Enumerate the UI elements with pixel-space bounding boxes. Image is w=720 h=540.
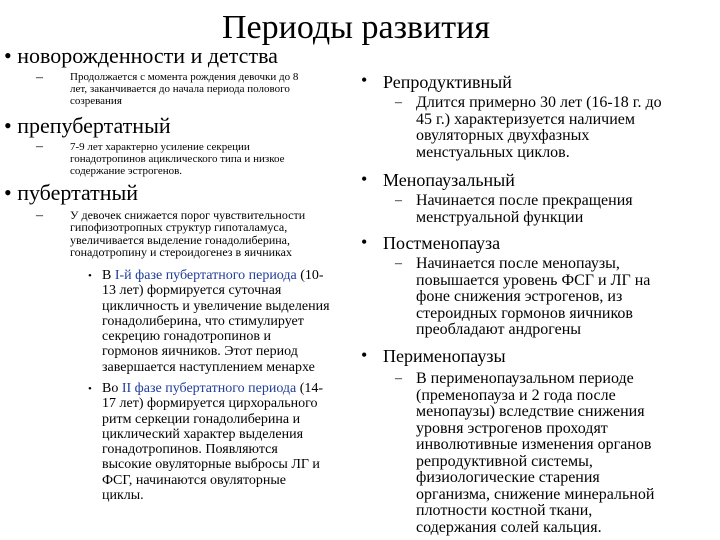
left-section-2-heading-row (4, 114, 171, 138)
dash-icon: – (36, 139, 43, 154)
text-line: овуляторных двухфазных (416, 127, 590, 144)
text-line: гонадотропину и стероидогенез в яичниках (70, 244, 293, 259)
text-line: физиологические старения (416, 469, 600, 486)
page-title: Периоды развития (222, 9, 490, 46)
text-line: лет, заканчивается до начала периода полового (70, 83, 290, 95)
text-line: повышается уровень ФСГ и ЛГ на (416, 271, 651, 289)
text-line: В перименопаузальном периоде (416, 370, 634, 387)
text-line: инволютивные изменения органов (416, 436, 652, 453)
text-line: фоне снижения эстрогенов, из (416, 288, 623, 305)
text-line: (10- (300, 268, 324, 283)
bullet-icon: • (361, 232, 368, 252)
dash-icon: – (36, 208, 43, 223)
left-section-heading: пубертатный (17, 180, 139, 205)
text-line: организма, снижение минеральной (416, 485, 655, 503)
phase-prefix: В (102, 268, 115, 283)
bullet-icon: • (88, 270, 92, 282)
text-line: созревания (70, 95, 122, 107)
text-line: уровня эстрогенов проходят (416, 419, 608, 437)
phase-1-link: I-й фазе пубертатного периода (114, 268, 297, 283)
text-line: плотности костной ткани, (416, 502, 593, 519)
phase-prefix: Во (102, 381, 122, 396)
text-line: завершается наступлением менархе (102, 359, 315, 375)
text-line: менстуальных циклов. (416, 143, 570, 161)
left-section-2-text (70, 141, 360, 177)
bullet-icon: • (4, 180, 12, 205)
bullet-icon: • (361, 345, 368, 365)
left-section-heading: новорожденности и детства (17, 43, 278, 68)
bullet-icon: • (361, 70, 368, 90)
right-section-1-text (416, 95, 716, 161)
text-line: менопаузы) вследствие снижения (416, 403, 645, 420)
bullet-icon: • (88, 383, 92, 395)
phase-2-text (102, 381, 364, 503)
text-line: Начинается после менопаузы, (416, 255, 620, 272)
dash-icon: – (395, 371, 402, 386)
text-line: Начинается после прекращения (416, 192, 633, 209)
text-line: секрецию гонадотропинов и (102, 329, 271, 345)
text-line: гонадотропинов. Появляются (102, 442, 278, 458)
left-section-3-text (70, 209, 370, 258)
text-line: гонадолиберина, что стимулирует (102, 313, 304, 329)
bullet-icon: • (4, 113, 12, 138)
left-section-3-heading-row (4, 181, 138, 205)
right-section-2-text (416, 193, 716, 226)
right-section-heading: Перименопаузы (383, 346, 506, 366)
right-section-heading: Репродуктивный (383, 72, 512, 92)
text-line: 13 лет) формируется суточная (102, 283, 282, 299)
left-section-1-heading-row (4, 44, 278, 68)
text-line: репродуктивной системы, (416, 452, 593, 470)
text-line: гонадотропинов ациклического типа и низкое (70, 153, 285, 165)
text-line: стероидных гормонов яичников (416, 304, 633, 322)
text-line: 45 г.) характеризуется наличием (416, 110, 636, 128)
text-line: ФСГ, начинаются овуляторные (102, 472, 287, 488)
text-line: Продолжается с момента рождения девочки до 8 (70, 71, 299, 83)
phase-1-text (102, 268, 364, 375)
text-line: циклы. (102, 488, 144, 504)
dash-icon: – (395, 95, 402, 110)
right-section-heading: Менопаузальный (383, 170, 515, 190)
right-section-heading: Постменопауза (383, 233, 501, 253)
text-line: менструальной функции (416, 208, 584, 226)
text-line: высокие овуляторные выбросы ЛГ и (102, 457, 320, 473)
dash-icon: – (36, 70, 43, 85)
text-line: циклический характер выделения (102, 426, 304, 442)
dash-icon: – (395, 193, 402, 208)
phase-2-link: II фазе пубертатного периода (121, 381, 297, 396)
left-section-heading: препубертатный (17, 113, 171, 138)
text-line: гормонов яичников. Этот период (102, 344, 298, 360)
bullet-icon: • (361, 169, 368, 189)
left-section-1-text (70, 71, 360, 107)
text-line: увеличивается выделение гонадолиберина, (70, 232, 291, 247)
text-line: содержания солей кальция. (416, 518, 602, 536)
text-line: ритм серкеции гонадолиберина и (102, 411, 301, 427)
dash-icon: – (395, 256, 402, 271)
text-line: 7-9 лет характерно усиление секреции (70, 141, 250, 153)
bullet-icon: • (4, 43, 12, 68)
text-line: Длится примерно 30 лет (16-18 г. до (416, 94, 662, 111)
text-line: цикличность и увеличение выделения (102, 298, 330, 314)
text-line: гипофизотропных структур гипоталамуса, (70, 220, 288, 235)
text-line: 17 лет) формируется цирхорального (102, 396, 318, 412)
text-line: преобладают андрогены (416, 321, 582, 338)
right-section-4-text (416, 371, 716, 536)
right-section-3-text (416, 256, 716, 339)
text-line: (14- (299, 381, 324, 396)
text-line: содержание эстрогенов. (70, 165, 183, 177)
text-line: (пременопауза и 2 года после (416, 386, 616, 404)
text-line: У девочек снижается порог чувствительности (70, 208, 306, 222)
